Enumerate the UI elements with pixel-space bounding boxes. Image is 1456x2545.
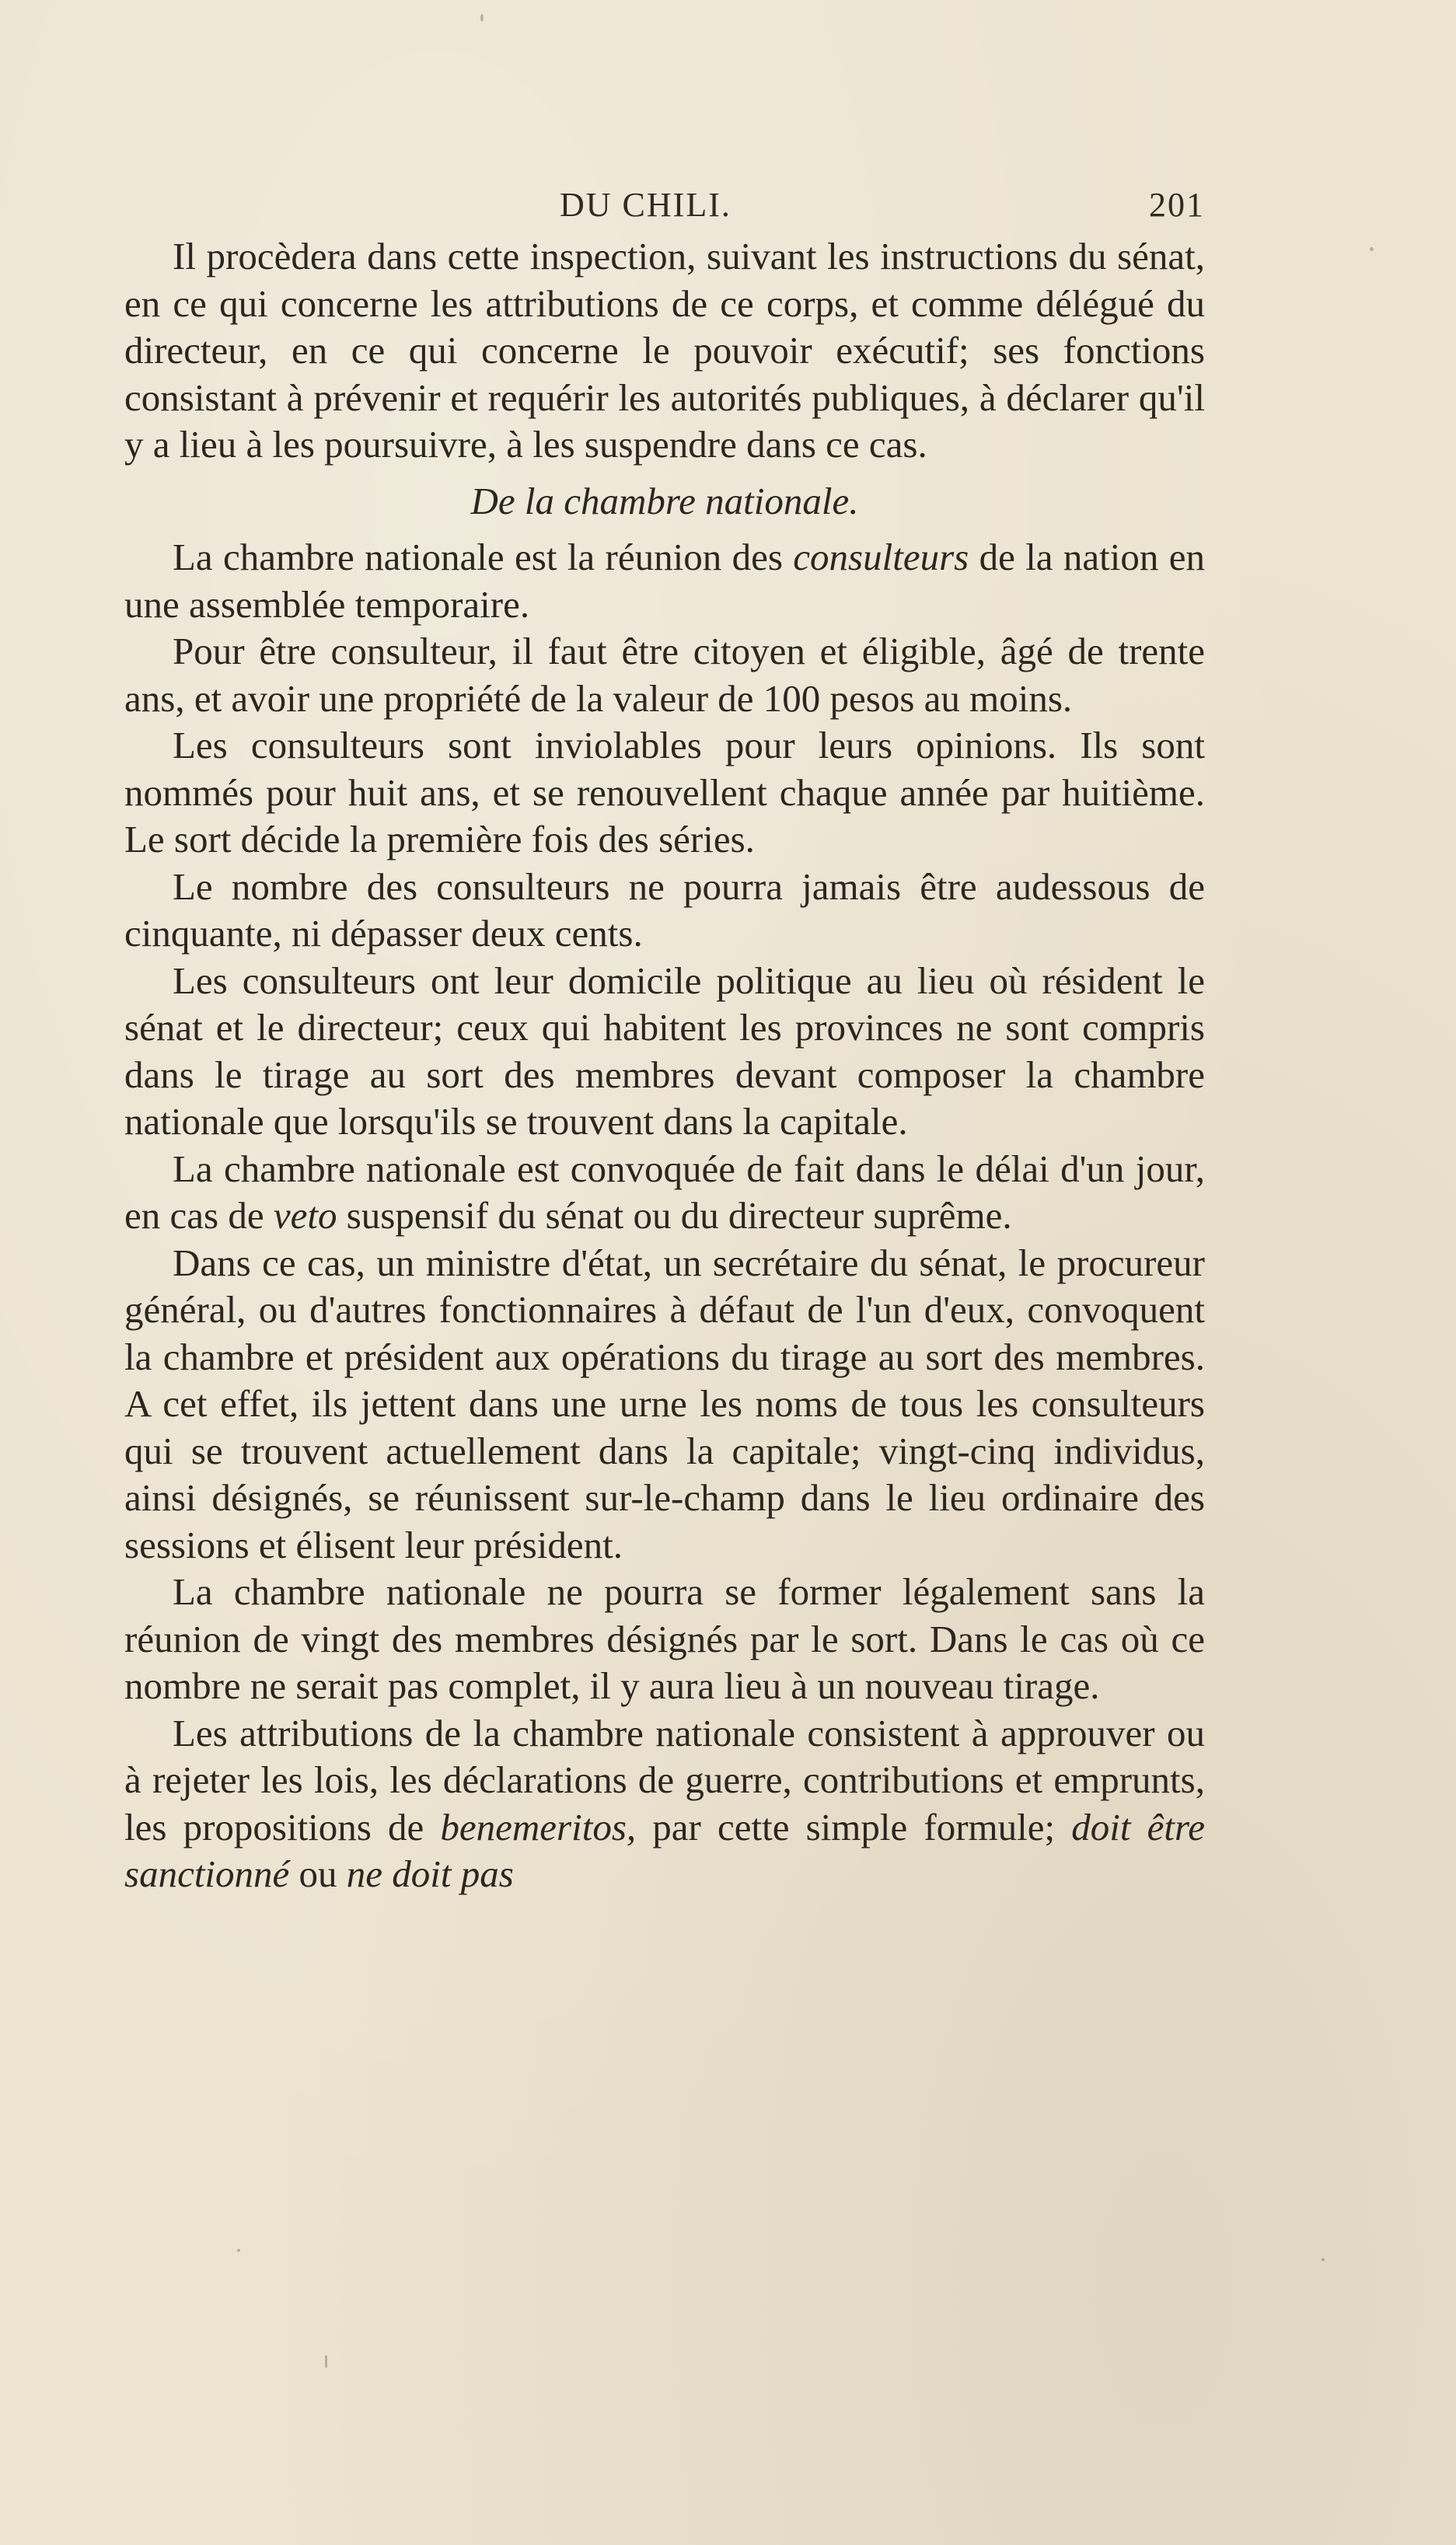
- paragraph-definition: [124, 534, 1205, 628]
- paper-speck: [325, 2355, 327, 2368]
- italic-term: veto: [273, 1194, 337, 1237]
- paragraph-eligibility: Pour être consulteur, il faut être citoyen et éligible, âgé de trente ans, et avoir une propriété de la valeur de 100 pesos au moins.: [124, 630, 1205, 720]
- paragraph-domicile: Les consulteurs ont leur domicile politique au lieu où résident le sénat et le directeur; ceux qui habitent les provinces ne sont compris dans le tirage au sort des membres devant composer la chambre nationale que lorsqu'ils se trouvent dans la capitale.: [124, 958, 1205, 1143]
- text-run: Les attributions de la chambre nationale consistent à approuver ou à rejeter les lois, les déclarations de guerre, contributions et emprunts, les propositions de: [124, 1711, 1205, 1849]
- paper-speck: [1370, 247, 1374, 251]
- text-run: ou: [289, 1852, 347, 1895]
- paragraph-procedure: Dans ce cas, un ministre d'état, un secrétaire du sénat, le procureur général, ou d'autres fonctionnaires à défaut de l'un d'eux, convoquent la chambre et président aux opérations du tirage au sort des membres. A cet effet, ils jettent dans une urne les noms de tous les consulteurs qui se trouvent actuellement dans la capitale; vingt-cinq individus, ainsi désignés, se réunissent sur-le-champ dans le lieu ordinaire des sessions et élisent leur président.: [124, 1241, 1205, 1566]
- italic-term: doit être sanctionné: [124, 1805, 1205, 1895]
- text-run: de la nation en une assemblée temporaire.: [124, 536, 1206, 626]
- text-run: La chambre nationale est convoquée de fait dans le délai d'un jour, en cas de: [124, 1147, 1205, 1237]
- paragraph-inspection: Il procèdera dans cette inspection, suivant les instructions du sénat, en ce qui concerne les attributions de ce corps, et comme délégué du directeur, en ce qui concerne le pouvoir exécutif; ses fonctions consistant à prévenir et requérir les autorités publiques, à déclarer qu'il y a lieu à les poursuivre, à les suspendre dans ce cas.: [124, 235, 1205, 466]
- paper-speck: [480, 14, 484, 22]
- page-header: [124, 185, 1205, 232]
- italic-term: benemeritos,: [440, 1805, 637, 1849]
- paragraph-attributions: [124, 1710, 1205, 1898]
- running-head: DU CHILI.: [560, 186, 731, 224]
- paragraph-number: Le nombre des consulteurs ne pourra jamais être audessous de cinquante, ni dépasser deux cents.: [124, 864, 1205, 955]
- body-text: [124, 233, 1205, 1898]
- paper-speck: [237, 2249, 240, 2252]
- page-number: 201: [1149, 186, 1205, 224]
- paragraph-inviolability: Les consulteurs sont inviolables pour leurs opinions. Ils sont nommés pour huit ans, et se renouvellent chaque année par huitième. Le sort décide la première fois des séries.: [124, 724, 1205, 861]
- paper-speck: [1322, 2258, 1325, 2261]
- text-run: par cette simple formule;: [636, 1805, 1072, 1849]
- italic-term: consulteurs: [793, 536, 969, 578]
- text-run: suspensif du sénat ou du directeur suprême.: [337, 1194, 1012, 1237]
- section-heading: De la chambre nationale.: [470, 479, 859, 522]
- paragraph-quorum: La chambre nationale ne pourra se former légalement sans la réunion de vingt des membres désignés par le sort. Dans le cas où ce nombre ne serait pas complet, il y aura lieu à un nouveau tirage.: [124, 1570, 1205, 1707]
- italic-term: ne doit pas: [346, 1852, 514, 1895]
- text-run: La chambre nationale est la réunion des: [173, 536, 794, 578]
- paragraph-convocation: [124, 1146, 1205, 1240]
